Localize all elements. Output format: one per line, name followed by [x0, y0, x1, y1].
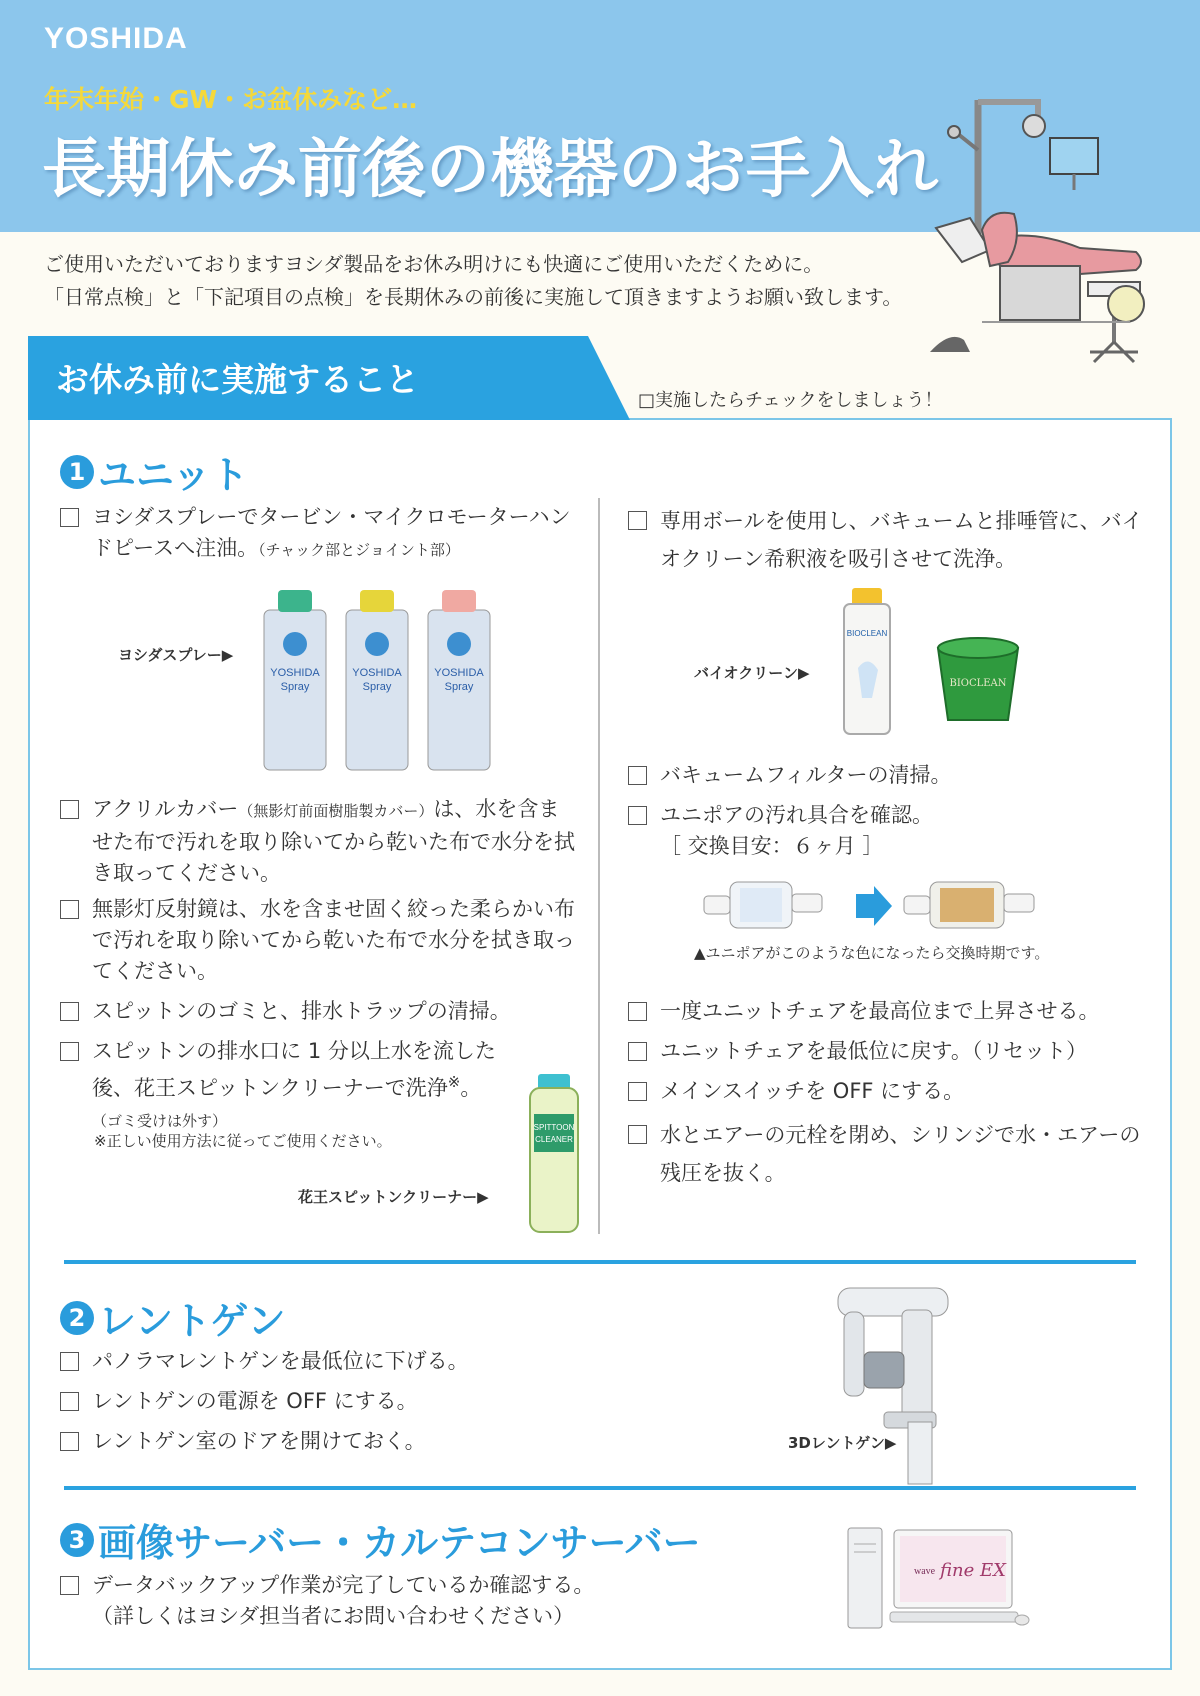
- item-text: アクリルカバー: [92, 797, 239, 821]
- item-text-tail: 。: [460, 1076, 482, 1100]
- caution-note: ※正しい使用方法に従ってご使用ください。: [94, 1132, 392, 1150]
- item-text: レントゲン室のドアを開けておく。: [92, 1429, 426, 1453]
- checklist-item[interactable]: [60, 894, 580, 987]
- item-text: スピットンのゴミと、排水トラップの清掃。: [92, 999, 511, 1023]
- intro-line-1: ご使用いただいておりますヨシダ製品をお休み明けにも快適にご使用いただくために。: [44, 252, 824, 276]
- checkbox[interactable]: [628, 1125, 647, 1144]
- item-subtext: ［ 交換目安：６ヶ月 ］: [660, 834, 884, 858]
- section-number-badge: 1: [60, 455, 94, 489]
- checklist-item[interactable]: [628, 1036, 1148, 1067]
- server-heading-text: 画像サーバー・カルテコンサーバー: [98, 1521, 701, 1565]
- checklist-item[interactable]: [60, 996, 580, 1027]
- page-subtitle: 年末年始・GW・お盆休みなど…: [44, 85, 418, 114]
- checklist-item[interactable]: [628, 760, 1148, 791]
- checkbox[interactable]: [628, 1082, 647, 1101]
- checkbox[interactable]: [628, 1042, 647, 1061]
- screen-product-text: fine EX: [940, 1560, 1006, 1581]
- checklist-item[interactable]: [628, 1076, 1148, 1107]
- item-note: （ゴミ受けは外す）: [92, 1112, 228, 1130]
- item-text: ユニポアの汚れ具合を確認。: [660, 803, 933, 827]
- asterisk-mark: ※: [447, 1073, 461, 1091]
- item-text-continued: は、水を含ませた布で汚れを取り除いてから乾いた布で水分を拭き取ってください。: [92, 797, 575, 885]
- svg-text:Spray: Spray: [280, 681, 310, 693]
- checklist-item[interactable]: [628, 502, 1148, 578]
- item-text: 専用ボールを使用し、バキュームと排唾管に、バイオクリーン希釈液を吸引させて洗浄。: [660, 509, 1143, 571]
- checkbox[interactable]: [628, 511, 647, 530]
- checklist-item[interactable]: [60, 1570, 720, 1632]
- server-heading: [60, 1512, 701, 1567]
- unit-heading-text: ユニット: [98, 453, 249, 497]
- checklist-item[interactable]: [60, 794, 580, 889]
- intro-line-2: 「日常点検」と「下記項目の点検」を長期休みの前後に実施して頂きますようお願い致します。: [44, 285, 903, 309]
- checkbox[interactable]: [60, 900, 79, 919]
- section-number-badge: 2: [60, 1301, 94, 1335]
- xray-machine-label: 3Dレントゲン▶: [788, 1434, 897, 1452]
- checkbox[interactable]: [628, 1002, 647, 1021]
- checklist-item[interactable]: [60, 1386, 680, 1417]
- checklist-item[interactable]: [60, 1036, 530, 1137]
- checkbox[interactable]: [60, 1392, 79, 1411]
- item-text: ヨシダスプレーでタービン・マイクロモーターハンドピースへ注油。: [92, 505, 571, 560]
- item-text: 水とエアーの元栓を閉め、シリンジで水・エアーの残圧を抜く。: [660, 1123, 1141, 1185]
- checkbox[interactable]: [60, 1352, 79, 1371]
- checkbox[interactable]: [60, 800, 79, 819]
- page-title: 長期休み前後の機器のお手入れ: [42, 133, 938, 207]
- item-text: バキュームフィルターの清掃。: [660, 763, 952, 787]
- checklist-item[interactable]: [60, 1346, 680, 1377]
- unit-heading: [60, 444, 248, 499]
- svg-text:YOSHIDA: YOSHIDA: [434, 667, 484, 679]
- check-instruction: □実施したらチェックをしましょう！: [638, 390, 943, 411]
- intro-text: [44, 248, 902, 314]
- checklist-item[interactable]: [628, 800, 1148, 862]
- checkbox[interactable]: [60, 1576, 79, 1595]
- svg-text:YOSHIDA: YOSHIDA: [270, 667, 320, 679]
- svg-text:SPITTOON: SPITTOON: [533, 1123, 575, 1132]
- checkbox[interactable]: [628, 766, 647, 785]
- item-text: データバックアップ作業が完了しているか確認する。: [92, 1573, 595, 1597]
- section-divider: [64, 1486, 1136, 1490]
- item-note: （無影灯前面樹脂製カバー）: [238, 802, 434, 820]
- checklist-item[interactable]: [628, 1116, 1148, 1192]
- item-text: スピットンの排水口に 1 分以上水を流した後、花王スピットンクリーナーで洗浄: [92, 1039, 496, 1100]
- dental-chair-illustration: [930, 90, 1180, 400]
- section-number-badge: 3: [60, 1523, 94, 1557]
- server-computer: [846, 1524, 1034, 1634]
- checkbox[interactable]: [60, 1002, 79, 1021]
- svg-text:BIOCLEAN: BIOCLEAN: [846, 629, 888, 638]
- checkbox[interactable]: [628, 806, 647, 825]
- yoshida-spray-cans: [258, 588, 508, 776]
- svg-text:YOSHIDA: YOSHIDA: [352, 667, 402, 679]
- svg-text:CLEANER: CLEANER: [535, 1135, 573, 1144]
- unipore-filters: [700, 874, 1054, 938]
- item-text: パノラマレントゲンを最低位に下げる。: [92, 1349, 469, 1373]
- section-tab-label: お休み前に実施すること: [56, 360, 419, 399]
- unipore-caption: ▲ユニポアがこのような色になったら交換時期です。: [694, 944, 1050, 962]
- xray-heading: [60, 1290, 286, 1345]
- svg-text:Spray: Spray: [362, 681, 392, 693]
- item-text: レントゲンの電源を OFF にする。: [92, 1389, 418, 1413]
- arrow-right-icon: [856, 886, 892, 926]
- item-subtext: （詳しくはヨシダ担当者にお問い合わせください）: [92, 1604, 575, 1628]
- checklist-item[interactable]: [628, 996, 1148, 1027]
- screen-logo: wave: [914, 1566, 936, 1577]
- item-text: ユニットチェアを最低位に戻す。（リセット）: [660, 1039, 1088, 1063]
- checklist-item[interactable]: [60, 502, 580, 566]
- svg-text:Spray: Spray: [444, 681, 474, 693]
- item-text: 無影灯反射鏡は、水を含ませ固く絞った柔らかい布で汚れを取り除いてから乾いた布で水分を拭き取ってください。: [92, 897, 575, 983]
- item-note: （チャック部とジョイント部）: [258, 541, 460, 559]
- item-text: 一度ユニットチェアを最高位まで上昇させる。: [660, 999, 1100, 1023]
- column-divider: [598, 498, 600, 1234]
- brand-logo: YOSHIDA: [44, 22, 188, 55]
- checklist-item[interactable]: [60, 1426, 680, 1457]
- item-text: メインスイッチを OFF にする。: [660, 1079, 965, 1103]
- spittoon-cleaner-bottle: [526, 1074, 582, 1234]
- checkbox[interactable]: [60, 508, 79, 527]
- xray-heading-text: レントゲン: [98, 1299, 286, 1343]
- checkbox[interactable]: [60, 1042, 79, 1061]
- cleaner-label: 花王スピットンクリーナー▶: [298, 1188, 489, 1206]
- bioclean-label: バイオクリーン▶: [694, 664, 810, 682]
- bioclean-products: [842, 588, 1038, 738]
- spray-label: ヨシダスプレー▶: [118, 646, 234, 664]
- checkbox[interactable]: [60, 1432, 79, 1451]
- section-divider: [64, 1260, 1136, 1264]
- svg-text:BIOCLEAN: BIOCLEAN: [949, 678, 1007, 689]
- 3d-xray-machine: [832, 1282, 956, 1486]
